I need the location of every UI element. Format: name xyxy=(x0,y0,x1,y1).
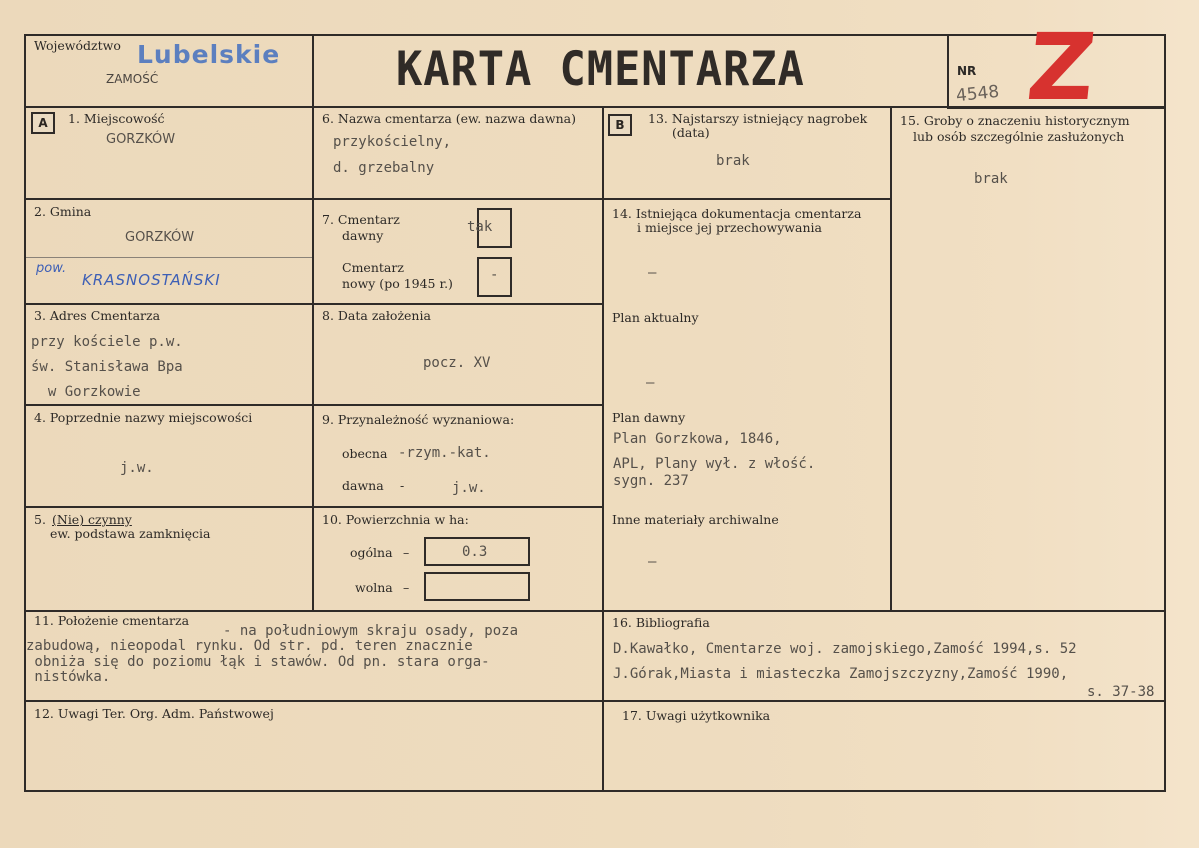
wojewodztwo-label: Województwo xyxy=(34,38,121,53)
frame-line xyxy=(312,198,603,200)
field-14-sublabel: i miejsce jej przechowywania xyxy=(637,220,822,235)
frame-line xyxy=(312,404,603,406)
field-4-value: j.w. xyxy=(120,460,154,476)
frame-line xyxy=(24,198,313,200)
inne-value: — xyxy=(648,554,657,570)
field-12-label: 12. Uwagi Ter. Org. Adm. Państwowej xyxy=(34,706,274,721)
frame-line xyxy=(26,257,312,258)
frame-line xyxy=(312,303,603,305)
inne-label: Inne materiały archiwalne xyxy=(612,512,779,527)
plan-dawny-line: Plan Gorzkowa, 1846, xyxy=(613,431,782,447)
field-9-obecna-value: -rzym.-kat. xyxy=(398,445,491,461)
section-b-badge: B xyxy=(608,114,632,136)
field-9-dawna-dash: - xyxy=(400,478,405,493)
field-7-dawny: dawny xyxy=(342,228,384,243)
field-7-nowy-label: Cmentarz xyxy=(342,260,404,275)
frame-line xyxy=(24,506,313,508)
frame-line xyxy=(24,303,313,305)
field-6-line: przykościelny, xyxy=(333,134,452,150)
field-16-line: s. 37-38 xyxy=(1087,684,1155,700)
frame-line xyxy=(312,34,314,612)
plan-dawny-line: sygn. 237 xyxy=(613,473,689,489)
frame-line xyxy=(24,34,1166,36)
field-3-label: 3. Adres Cmentarza xyxy=(34,308,161,323)
field-11-line: zabudową, nieopodal rynku. Od str. pd. teren znacznie xyxy=(26,638,473,654)
field-15-label: 15. Groby o znaczeniu historycznym xyxy=(900,113,1130,128)
frame-line xyxy=(947,34,949,108)
field-4-label: 4. Poprzednie nazwy miejscowości xyxy=(34,410,253,425)
category-mark: Z xyxy=(1022,14,1101,121)
field-16-label: 16. Bibliografia xyxy=(612,615,710,630)
field-13-sublabel: (data) xyxy=(672,125,710,140)
field-11-line: - na południowym skraju osady, poza xyxy=(223,623,519,639)
field-10-wolna-label: wolna xyxy=(355,580,393,595)
plan-aktualny-value: — xyxy=(646,375,655,391)
field-7-label: 7. Cmentarz xyxy=(322,212,400,227)
wojewodztwo-sub: ZAMOŚĆ xyxy=(106,72,159,86)
frame-line xyxy=(890,106,892,612)
pow-label: pow. xyxy=(36,261,67,276)
field-7-nowy-value: - xyxy=(490,267,499,283)
field-8-label: 8. Data założenia xyxy=(322,308,431,323)
section-a-badge: A xyxy=(31,112,55,134)
field-5-label: (Nie) czynny xyxy=(52,512,132,527)
field-15-sublabel: lub osób szczególnie zasłużonych xyxy=(913,129,1125,144)
field-16-line: D.Kawałko, Cmentarze woj. zamojskiego,Zamość 1994,s. 52 xyxy=(613,641,1077,657)
nr-value: 4548 xyxy=(955,81,1001,107)
field-9-dawna-label: dawna xyxy=(342,478,384,493)
field-14-value: — xyxy=(648,265,657,281)
frame-line xyxy=(24,790,1166,792)
field-6-label: 6. Nazwa cmentarza (ew. nazwa dawna) xyxy=(322,111,576,126)
field-10-label: 10. Powierzchnia w ha: xyxy=(322,512,469,527)
plan-aktualny-label: Plan aktualny xyxy=(612,310,699,325)
field-5-sublabel: ew. podstawa zamknięcia xyxy=(50,526,211,541)
field-2-label: 2. Gmina xyxy=(34,204,92,219)
field-9-obecna-label: obecna xyxy=(342,446,388,461)
field-7-dawny-value: tak xyxy=(467,219,493,235)
field-2-value: GORZKÓW xyxy=(125,230,195,245)
field-15-value: brak xyxy=(974,171,1008,187)
plan-dawny-line: APL, Plany wył. z włość. xyxy=(613,456,816,472)
field-3-line: przy kościele p.w. xyxy=(31,334,183,350)
field-3-line: św. Stanisława Bpa xyxy=(31,359,183,375)
frame-line xyxy=(24,610,1166,612)
plan-dawny-label: Plan dawny xyxy=(612,410,686,425)
field-10-ogolna-value: 0.3 xyxy=(462,544,488,560)
field-6-line: d. grzebalny xyxy=(333,160,435,176)
field-17-label: 17. Uwagi użytkownika xyxy=(622,708,771,723)
field-10-wolna-box xyxy=(424,572,530,601)
pow-value: KRASNOSTAŃSKI xyxy=(82,271,221,289)
frame-line xyxy=(1164,34,1166,792)
wojewodztwo-stamp: Lubelskie xyxy=(137,40,281,69)
field-9-dawna-value: j.w. xyxy=(452,480,486,496)
field-10-ogolna-label: ogólna xyxy=(350,545,393,560)
field-5-number: 5. xyxy=(34,512,46,527)
frame-line xyxy=(602,198,891,200)
field-11-label: 11. Położenie cmentarza xyxy=(34,613,190,628)
frame-line xyxy=(24,404,313,406)
field-16-line: J.Górak,Miasta i miasteczka Zamojszczyzny,Zamość 1990, xyxy=(613,666,1069,682)
field-1-value: GORZKÓW xyxy=(106,132,176,147)
field-13-value: brak xyxy=(716,153,750,169)
field-13-label: 13. Najstarszy istniejący nagrobek xyxy=(648,111,868,126)
field-1-label: 1. Miejscowość xyxy=(68,111,165,126)
field-11-line: nistówka. xyxy=(26,669,111,685)
field-10-dash: – xyxy=(403,545,410,560)
field-7-nowy-sub: nowy (po 1945 r.) xyxy=(342,276,453,291)
nr-label: NR xyxy=(957,64,977,78)
field-9-label: 9. Przynależność wyznaniowa: xyxy=(322,412,515,427)
field-14-label: 14. Istniejąca dokumentacja cmentarza xyxy=(612,206,862,221)
frame-line xyxy=(312,506,603,508)
field-10-dash: – xyxy=(403,580,410,595)
frame-line xyxy=(24,700,1166,702)
page-title: KARTA CMENTARZA xyxy=(396,42,805,97)
frame-line xyxy=(602,106,604,792)
field-8-value: pocz. XV xyxy=(423,355,491,371)
field-11-line: obniża się do poziomu łąk i stawów. Od pn. stara orga- xyxy=(26,654,490,670)
field-3-line: w Gorzkowie xyxy=(31,384,141,400)
